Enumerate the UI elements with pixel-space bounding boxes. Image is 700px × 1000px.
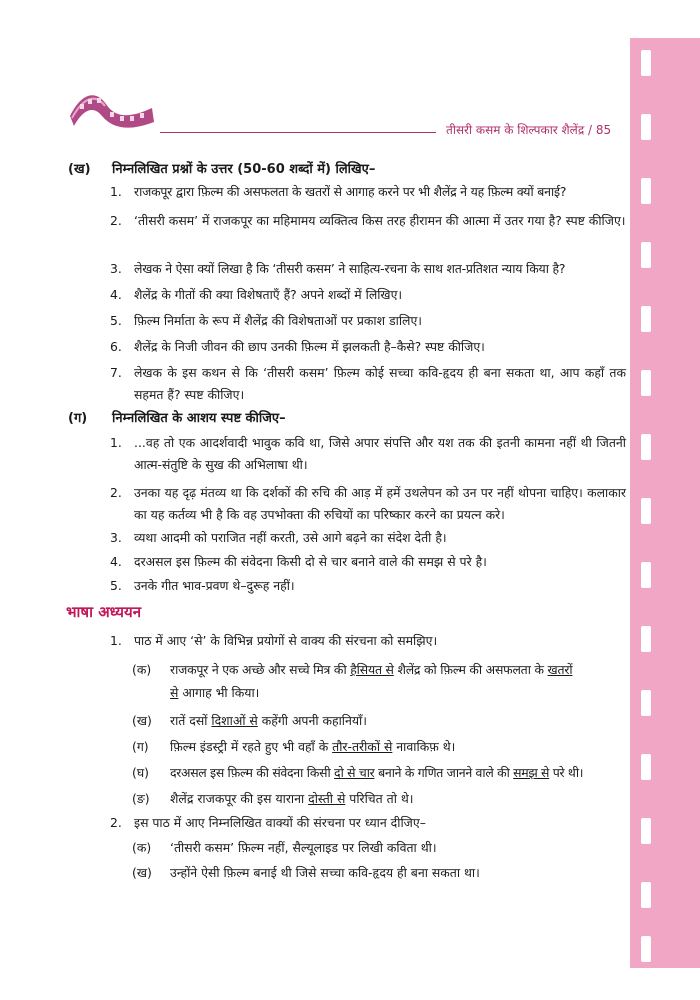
sub-text: ‘तीसरी कसम’ फ़िल्म नहीं, सैल्यूलाइड पर लिखी कविता थी। [170,840,437,855]
text-part: रातें दसों [170,713,212,728]
question-number: 4. [110,287,122,302]
sub-label: (ख) [132,713,152,728]
sub-text [170,681,624,704]
question-text: फ़िल्म निर्माता के रूप में शैलेंद्र की विशेषताओं पर प्रकाश डालिए। [134,313,423,328]
film-hole [641,562,651,588]
question-text: लेखक ने ऐसा क्यों लिखा है कि ‘तीसरी कसम’ ने साहित्य-रचना के साथ शत-प्रतिशत न्याय किया है? [134,261,566,276]
question-text: इस पाठ में आए निम्नलिखित वाक्यों की संरचना पर ध्यान दीजिए– [134,815,426,830]
question-number: 7. [110,365,122,380]
section-ga-heading [68,408,286,426]
underlined-phrase: दो से चार [334,765,375,780]
section-title: निम्नलिखित प्रश्नों के उत्तर (50-60 शब्दों में) लिखिए– [112,162,376,177]
section-bhasha-heading: भाषा अध्ययन [66,603,142,621]
question-text: शैलेंद्र के निजी जीवन की छाप उनकी फ़िल्म में झलकती है–कैसे? स्पष्ट कीजिए। [134,339,485,354]
sub-text [170,658,624,681]
film-hole [641,936,651,962]
item-number: 1. [110,435,122,450]
film-strip-decoration [630,38,700,968]
section-label: (ख) [68,162,91,177]
sub-label: (ङ) [132,791,150,806]
question-number: 2. [110,815,122,830]
section-title: निम्नलिखित के आशय स्पष्ट कीजिए– [112,411,286,426]
film-hole [641,242,651,268]
sub-text [170,787,624,810]
item-number: 4. [110,554,122,569]
sub-text [170,735,624,758]
film-hole [641,178,651,204]
question-number: 1. [110,184,122,199]
text-part: शैलेंद्र को फ़िल्म की असफलता के [393,662,548,677]
question-text: शैलेंद्र के गीतों की क्या विशेषताएँ हैं? अपने शब्दों में लिखिए। [134,287,403,302]
question-number: 3. [110,261,122,276]
film-hole [641,754,651,780]
text-part: राजकपूर ने एक अच्छे और सच्चे मित्र की [170,662,351,677]
item-number: 3. [110,530,122,545]
film-hole [641,434,651,460]
item-text: उनके गीत भाव-प्रवण थे–दुरूह नहीं। [134,578,295,593]
question-text: लेखक के इस कथन से कि ‘तीसरी कसम’ फ़िल्म कोई सच्चा कवि-हृदय ही बना सकता था, आप कहाँ तक सहमत हैं? स्पष्ट कीजिए। [134,365,626,402]
film-hole [641,498,651,524]
film-hole [641,818,651,844]
film-hole [641,882,651,908]
item-text: व्यथा आदमी को पराजित नहीं करती, उसे आगे बढ़ने का संदेश देती है। [134,530,447,545]
text-part: कहेंगी अपनी कहानियाँ। [257,713,367,728]
underlined-phrase: दिशाओं से [211,713,258,728]
sub-text [170,709,624,732]
film-hole [641,370,651,396]
item-number: 5. [110,578,122,593]
film-hole [641,306,651,332]
underlined-phrase: से [170,685,179,700]
question-text: ‘तीसरी कसम’ में राजकपूर का महिमामय व्यक्तित्व किस तरह हीरामन की आत्मा में उतर गया है? स्पष्ट कीजिए। [134,213,626,228]
text-part: शैलेंद्र राजकपूर की इस याराना [170,791,309,806]
item-text: दरअसल इस फ़िल्म की संवेदना किसी दो से चार बनाने वाले की समझ से परे है। [134,554,487,569]
running-head: तीसरी कसम के शिल्पकार शैलेंद्र / 85 [446,123,612,137]
question-text: राजकपूर द्वारा फ़िल्म की असफलता के खतरों से आगाह करने पर भी शैलेंद्र ने यह फ़िल्म क्यों बनाई? [134,184,567,199]
section-label: (ग) [68,411,88,426]
sub-label: (घ) [132,765,149,780]
text-part: फ़िल्म इंडस्ट्री में रहते हुए भी वहाँ के [170,739,333,754]
sub-label: (ग) [132,739,149,754]
section-kha-heading [68,159,375,177]
sub-label: (क) [132,662,152,677]
sub-text: उन्होंने ऐसी फ़िल्म बनाई थी जिसे सच्चा कवि-हृदय ही बना सकता था। [170,865,480,880]
question-number: 1. [110,633,122,648]
underlined-phrase: दोस्ती से [308,791,346,806]
text-part: बनाने के गणित जानने वाले की [374,765,514,780]
question-number: 2. [110,213,122,228]
sub-text [170,761,624,784]
item-number: 2. [110,485,122,500]
underlined-phrase: तौर-तरीकों से [332,739,393,754]
text-part: परिचित तो थे। [345,791,414,806]
sub-label: (ख) [132,865,152,880]
underlined-phrase: खतरों [547,662,573,677]
film-hole [641,50,651,76]
text-part: परे थी। [549,765,584,780]
item-text: ...वह तो एक आदर्शवादी भावुक कवि था, जिसे अपार संपत्ति और यश तक की इतनी कामना नहीं थी जितनी आत्म-संतुष्टि के सुख की अभिलाषा थी। [134,435,626,472]
text-part: आगाह भी किया। [178,685,260,700]
underlined-phrase: हैसियत से [350,662,394,677]
question-text: पाठ में आए ‘से’ के विभिन्न प्रयोगों से वाक्य की संरचना को समझिए। [134,633,438,648]
question-number: 6. [110,339,122,354]
film-hole [641,114,651,140]
sub-label: (क) [132,840,152,855]
text-part: नावाकिफ़ थे। [392,739,456,754]
item-text: उनका यह दृढ़ मंतव्य था कि दर्शकों की रुचि की आड़ में हमें उथलेपन को उन पर नहीं थोपना चाहिए। कलाकार का यह कर्तव्य भी है कि वह उपभोक्ता की रुचियों का परिष्कार करने का प्रयत्न करे। [134,485,626,522]
film-hole [641,690,651,716]
question-number: 5. [110,313,122,328]
film-hole [641,626,651,652]
text-part: दरअसल इस फ़िल्म की संवेदना किसी [170,765,335,780]
underlined-phrase: समझ से [513,765,550,780]
